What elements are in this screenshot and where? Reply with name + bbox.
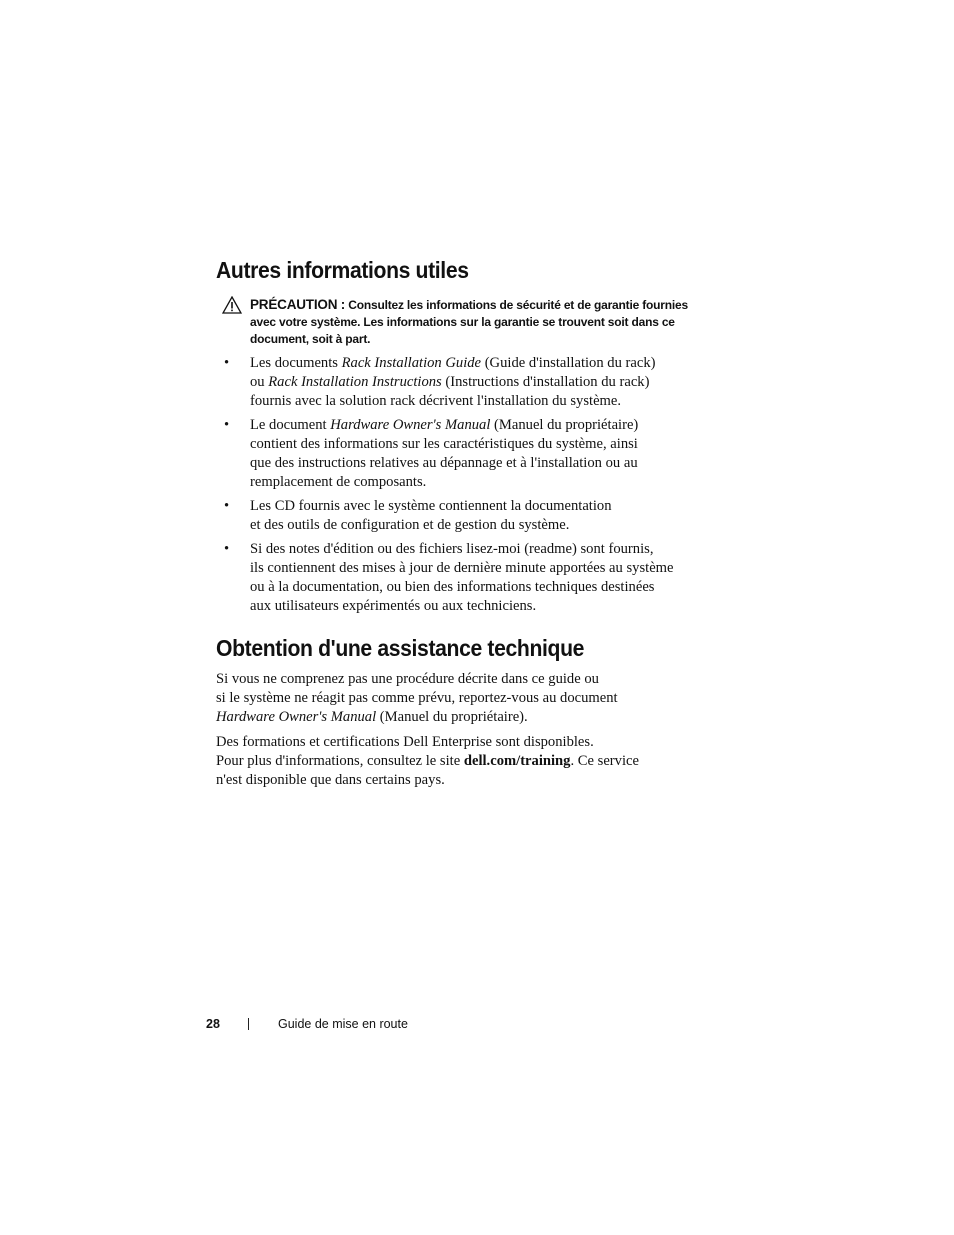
support-paragraph-1: Si vous ne comprenez pas une procédure décrite dans ce guide ou si le système ne réagit pas comme prévu, reportez-vous au document Hardware Owner's Manual (Manuel du propriétaire).: [216, 671, 618, 725]
footer-separator: [248, 1018, 249, 1030]
doc-title-hardware-owners-manual: Hardware Owner's Manual: [330, 417, 491, 433]
bullet-icon: •: [224, 355, 230, 371]
list-item: • Les CD fournis avec le système contiennent la documentation et des outils de configuration et de gestion du système.: [224, 498, 612, 533]
info-bullet-list: [216, 354, 726, 616]
caution-text-line-1: Consultez les informations de sécurité et de garantie fournies: [348, 298, 688, 312]
caution-text-line-2: avec votre système. Les informations sur la garantie se trouvent soit dans ce: [250, 315, 675, 329]
list-item: • Les documents Rack Installation Guide (Guide d'installation du rack) ou Rack Installation Instructions (Instructions d'installation du rack) fournis avec la solution rack décrivent l'installation du système.: [224, 355, 656, 409]
footer-doc-title: Guide de mise en route: [278, 1017, 408, 1031]
dell-training-link[interactable]: dell.com/training: [463, 753, 571, 769]
caution-label: PRÉCAUTION :: [250, 297, 346, 312]
doc-title-rack-installation-instructions: Rack Installation Instructions: [268, 374, 442, 390]
page-content: [216, 254, 726, 790]
bullet-icon: •: [224, 417, 230, 433]
warning-triangle-icon: [222, 296, 242, 314]
bullet-icon: •: [224, 498, 230, 514]
section-heading-tech-support: Obtention d'une assistance technique: [216, 635, 585, 661]
caution-text-line-3: document, soit à part.: [250, 332, 371, 346]
list-item: • Si des notes d'édition ou des fichiers lisez-moi (readme) sont fournis, ils contiennent des mises à jour de dernière minute apportées au système ou à la documentation, ou bien des informations techniques destinées aux utilisateurs expérimentés ou aux techniciens.: [224, 541, 674, 614]
section-heading-other-info: Autres informations utiles: [216, 257, 469, 283]
list-item: • Le document Hardware Owner's Manual (Manuel du propriétaire) contient des informations sur les caractéristiques du système, ainsi que des instructions relatives au dépannage et à l'installation ou au remplacement de composants.: [224, 417, 639, 490]
support-paragraph-2: Des formations et certifications Dell Enterprise sont disponibles. Pour plus d'informations, consultez le site dell.com/training. Ce service n'est disponible que dans certains pays.: [216, 734, 639, 788]
bullet-icon: •: [224, 541, 230, 557]
page-number: 28: [206, 1017, 220, 1031]
doc-title-hardware-owners-manual: Hardware Owner's Manual: [216, 709, 377, 725]
caution-note: [216, 296, 726, 348]
doc-title-rack-installation-guide: Rack Installation Guide: [341, 355, 482, 371]
